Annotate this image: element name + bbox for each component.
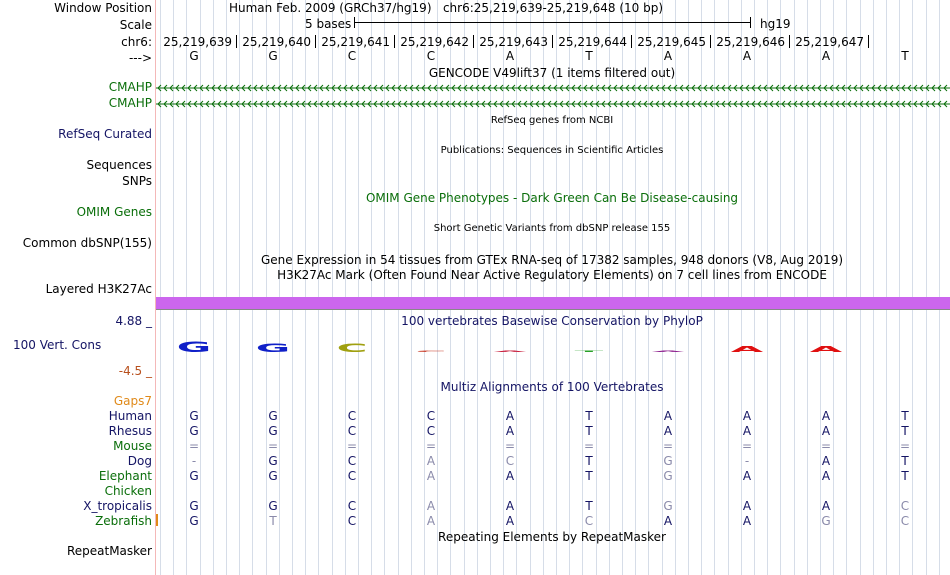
reference-base[interactable]: T	[585, 49, 593, 63]
alignment-base: A	[663, 409, 673, 423]
alignment-base: G	[268, 499, 278, 513]
cmahp-gene-1[interactable]	[156, 83, 950, 93]
vert-cons-label[interactable]: 100 Vert. Cons	[13, 338, 102, 352]
alignment-base: =	[346, 439, 358, 453]
gtex-track-title[interactable]: Gene Expression in 54 tissues from GTEx RNA-seq of 17382 samples, 948 donors (V8, Aug 2019)	[260, 253, 844, 267]
reference-base[interactable]: G	[268, 49, 278, 63]
coordinate-tick	[315, 35, 316, 48]
alignment-base: A	[505, 409, 515, 423]
reference-base[interactable]: C	[426, 49, 436, 63]
chromosome-label: chr6:	[121, 35, 152, 49]
alignment-base: T	[901, 454, 909, 468]
alignment-base: A	[821, 424, 831, 438]
alignment-base: C	[347, 499, 357, 513]
coordinate-tick	[868, 35, 869, 48]
conservation-logo-letter: A	[493, 350, 527, 353]
alignment-base: =	[899, 439, 911, 453]
alignment-base: =	[425, 439, 437, 453]
alignment-base: A	[742, 409, 752, 423]
alignment-base: C	[426, 409, 436, 423]
track-label-column	[0, 0, 156, 575]
conservation-logo-letter: C	[336, 341, 368, 355]
alignment-base: C	[347, 514, 357, 528]
alignment-base: A	[742, 424, 752, 438]
cons-min-label: -4.5 _	[118, 364, 152, 378]
refseq-track-title[interactable]: RefSeq genes from NCBI	[490, 115, 614, 126]
conservation-logo-letter: G	[255, 341, 291, 355]
alignment-base: C	[900, 514, 910, 528]
strand-arrow-label: --->	[128, 51, 152, 65]
conservation-logo-letter: A	[809, 345, 843, 355]
dbsnp-track-title[interactable]: Short Genetic Variants from dbSNP release 155	[433, 223, 671, 234]
coordinate-label: 25,219,647	[795, 35, 864, 49]
alignment-base: G	[821, 514, 831, 528]
snps-label[interactable]: SNPs	[122, 174, 152, 188]
alignment-base: A	[663, 424, 673, 438]
publications-track-title[interactable]: Publications: Sequences in Scientific Articles	[440, 145, 664, 156]
alignment-base: C	[505, 454, 515, 468]
alignment-base: A	[821, 409, 831, 423]
alignment-base: C	[347, 424, 357, 438]
alignment-base: =	[188, 439, 200, 453]
conservation-logo-letter: A	[730, 345, 764, 355]
conservation-logo-letter: G	[176, 339, 212, 356]
coordinate-tick	[394, 35, 395, 48]
conservation-logo-letter: T	[574, 350, 604, 353]
gap-marker	[156, 514, 158, 526]
alignment-base: -	[191, 454, 197, 468]
alignment-base: =	[662, 439, 674, 453]
alignment-base: T	[585, 409, 593, 423]
alignment-base: G	[663, 499, 673, 513]
reference-base[interactable]: T	[901, 49, 909, 63]
alignment-base: T	[585, 499, 593, 513]
multiz-track-title[interactable]: Multiz Alignments of 100 Vertebrates	[440, 380, 664, 394]
gencode-track-title[interactable]: GENCODE V49lift37 (1 items filtered out)	[428, 66, 676, 80]
alignment-base: T	[901, 409, 909, 423]
h3k27ac-baseline	[156, 309, 950, 310]
alignment-base: =	[583, 439, 595, 453]
coordinate-tick	[710, 35, 711, 48]
cmahp-label-2[interactable]: CMAHP	[108, 96, 152, 110]
alignment-base: G	[189, 469, 199, 483]
layered-h3k27ac-label[interactable]: Layered H3K27Ac	[45, 282, 152, 296]
alignment-base: G	[268, 409, 278, 423]
alignment-base: A	[505, 424, 515, 438]
coordinate-label: 25,219,646	[716, 35, 785, 49]
alignment-base: =	[504, 439, 516, 453]
conservation-logo[interactable]	[156, 330, 950, 360]
coordinate-label: 25,219,641	[321, 35, 390, 49]
alignment-base: A	[505, 514, 515, 528]
species-label[interactable]: X_tropicalis	[83, 499, 152, 513]
coordinate-label: 25,219,639	[163, 35, 232, 49]
alignment-base: T	[901, 469, 909, 483]
h3k27ac-signal-bar[interactable]	[156, 297, 950, 309]
track-area[interactable]	[156, 0, 950, 575]
alignment-base: C	[347, 469, 357, 483]
alignment-base: A	[663, 514, 673, 528]
alignment-base: A	[821, 454, 831, 468]
coordinate-label: 25,219,642	[400, 35, 469, 49]
reference-base[interactable]: A	[663, 49, 673, 63]
alignment-base: A	[821, 469, 831, 483]
species-label[interactable]: Elephant	[98, 469, 152, 483]
coordinate-tick	[473, 35, 474, 48]
reference-base[interactable]: G	[189, 49, 199, 63]
h3k27ac-track-title[interactable]: H3K27Ac Mark (Often Found Near Active Regulatory Elements) on 7 cell lines from ENCODE	[277, 268, 827, 282]
omim-track-title[interactable]: OMIM Gene Phenotypes - Dark Green Can Be Disease-causing	[365, 191, 739, 205]
alignment-base: C	[900, 499, 910, 513]
alignment-base: A	[505, 469, 515, 483]
coordinate-label: 25,219,640	[242, 35, 311, 49]
repeatmasker-track-title[interactable]: Repeating Elements by RepeatMasker	[438, 530, 666, 544]
coordinate-label: 25,219,645	[637, 35, 706, 49]
alignment-base: G	[663, 469, 673, 483]
phylop-track-title[interactable]: 100 vertebrates Basewise Conservation by PhyloP	[401, 314, 703, 328]
alignment-base: T	[269, 514, 277, 528]
scale-bar	[354, 22, 750, 23]
alignment-base: A	[426, 454, 436, 468]
cons-max-label: 4.88 _	[115, 314, 152, 328]
alignment-base: T	[585, 469, 593, 483]
alignment-base: A	[742, 499, 752, 513]
alignment-base: =	[820, 439, 832, 453]
common-dbsnp-label[interactable]: Common dbSNP(155)	[22, 236, 152, 250]
cmahp-label-1[interactable]: CMAHP	[108, 80, 152, 94]
coordinate-tick	[631, 35, 632, 48]
alignment-base: A	[742, 469, 752, 483]
alignment-base: A	[426, 469, 436, 483]
alignment-base: A	[426, 499, 436, 513]
alignment-base: G	[268, 469, 278, 483]
conservation-logo-letter: C	[415, 350, 447, 353]
species-label[interactable]: Zebrafish	[95, 514, 152, 528]
alignment-base: G	[663, 454, 673, 468]
alignment-base: T	[585, 454, 593, 468]
coordinate-label: 25,219,644	[558, 35, 627, 49]
assembly-name: Human Feb. 2009 (GRCh37/hg19)	[228, 1, 432, 15]
reference-base[interactable]: A	[821, 49, 831, 63]
cmahp-gene-2[interactable]	[156, 99, 950, 109]
alignment-base: G	[189, 499, 199, 513]
alignment-base: T	[901, 424, 909, 438]
alignment-base: G	[268, 454, 278, 468]
alignment-base: G	[189, 514, 199, 528]
alignment-base: A	[742, 514, 752, 528]
species-label[interactable]: Human	[108, 409, 152, 423]
scale-label: Scale	[119, 18, 152, 32]
scale-text: 5 bases	[305, 17, 352, 31]
coordinate-tick	[236, 35, 237, 48]
alignment-base: C	[584, 514, 594, 528]
reference-base[interactable]: A	[505, 49, 515, 63]
alignment-base: G	[268, 424, 278, 438]
species-label[interactable]: Chicken	[104, 484, 152, 498]
alignment-base: C	[426, 424, 436, 438]
assembly-title	[229, 1, 663, 15]
alignment-base: T	[585, 424, 593, 438]
species-label[interactable]: Dog	[127, 454, 152, 468]
alignment-base: =	[741, 439, 753, 453]
alignment-base: G	[189, 424, 199, 438]
alignment-base: A	[821, 499, 831, 513]
conservation-logo-letter: A	[651, 350, 685, 353]
alignment-base: =	[267, 439, 279, 453]
gaps-label[interactable]: Gaps7	[113, 394, 152, 408]
reference-base[interactable]: A	[742, 49, 752, 63]
alignment-base: C	[347, 454, 357, 468]
coordinate-tick	[552, 35, 553, 48]
window-position-text: chr6:25,219,639-25,219,648 (10 bp)	[442, 1, 664, 15]
species-label[interactable]: Rhesus	[108, 424, 152, 438]
alignment-base: A	[505, 499, 515, 513]
scale-bar-right-tick	[750, 17, 751, 28]
window-position-label: Window Position	[54, 1, 152, 15]
omim-genes-label[interactable]: OMIM Genes	[76, 205, 152, 219]
alignment-base: -	[744, 454, 750, 468]
repeatmasker-label[interactable]: RepeatMasker	[66, 544, 152, 558]
scale-db-text: hg19	[760, 17, 791, 31]
sequences-label[interactable]: Sequences	[86, 158, 152, 172]
coordinate-tick	[789, 35, 790, 48]
reference-base[interactable]: C	[347, 49, 357, 63]
refseq-curated-label[interactable]: RefSeq Curated	[58, 127, 152, 141]
alignment-base: G	[189, 409, 199, 423]
coordinate-label: 25,219,643	[479, 35, 548, 49]
alignment-base: A	[426, 514, 436, 528]
species-label[interactable]: Mouse	[113, 439, 152, 453]
alignment-base: C	[347, 409, 357, 423]
